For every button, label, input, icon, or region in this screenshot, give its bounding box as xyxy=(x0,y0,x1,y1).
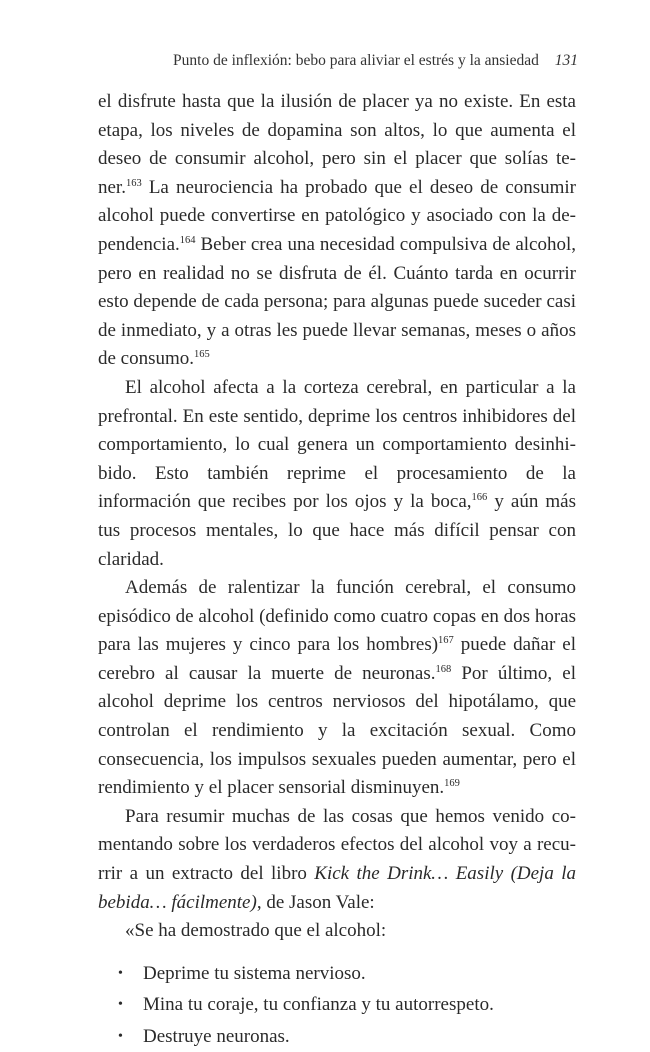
text-run: Para resumir muchas de las cosas que hemos venido comentando sobre los verdaderos efectos del alcohol voy a recurrir a un extracto del libro xyxy=(98,805,576,885)
list-item xyxy=(98,958,576,990)
text-run: El alcohol afecta a la corteza cerebral, en particular a la prefrontal. En este sentido, deprime los centros inhibidores del comportamiento, lo cual genera un comportamiento desinhibido. Esto también reprime el procesamiento de la información que recibes por los ojos y la boca, xyxy=(98,376,576,513)
paragraph-3 xyxy=(98,574,576,803)
footnote-ref-164: 164 xyxy=(179,234,196,246)
paragraph-2 xyxy=(98,374,576,574)
paragraph-1 xyxy=(98,88,576,374)
body-text xyxy=(98,88,576,1052)
text-run: , de Jason Vale: xyxy=(256,891,375,913)
text-run: el disfrute hasta que la ilusión de placer ya no existe. En esta etapa, los niveles de dopamina son altos, lo que aumenta el deseo de consumir alcohol, pero sin el placer que solías tener. xyxy=(98,91,576,198)
footnote-ref-165: 165 xyxy=(194,349,210,361)
footnote-ref-167: 167 xyxy=(438,635,454,647)
text-run: Además de ralentizar la función cerebral, el consumo episódico de alcohol (definido como cuatro copas en dos horas para las mujeres y cinco para los hombres) xyxy=(98,577,576,656)
page-number: 131 xyxy=(554,52,578,69)
text-run: y aún más tus procesos mentales, lo que hace más difícil pensar con claridad. xyxy=(98,491,577,570)
text-run: Por último, el alcohol deprime los centros nerviosos del hipotálamo, que controlan el rendimiento y la excitación sexual. Como consecuencia, los impulsos sexuales pueden aumentar, pero el rendimiento y el placer sensorial disminuyen. xyxy=(98,662,576,799)
paragraph-4 xyxy=(98,803,576,917)
text-run: puede dañar el cerebro al causar la muerte de neuronas. xyxy=(98,634,576,684)
list-item-text: Deprime tu sistema nervioso. xyxy=(143,962,366,984)
footnote-ref-168: 168 xyxy=(435,663,452,675)
bullet-list xyxy=(98,958,576,1052)
footnote-ref-166: 166 xyxy=(471,492,488,504)
list-item xyxy=(98,989,576,1021)
bullet-icon: • xyxy=(118,965,123,981)
text-run: Beber crea una necesidad compulsiva de alcohol, pero en realidad no se disfruta de él. Cuánto tarda en ocurrir esto depende de cada persona; para algunas puede suceder casi de inmediato, y a otras les puede llevar semanas, meses o años de consumo. xyxy=(98,233,576,370)
running-title: Punto de inflexión: bebo para aliviar el estrés y la ansiedad xyxy=(173,52,539,69)
running-header xyxy=(173,52,578,70)
bullet-icon: • xyxy=(118,1028,123,1044)
quote-intro: «Se ha demostrado que el alcohol: xyxy=(125,920,387,942)
list-item xyxy=(98,1021,576,1052)
footnote-ref-163: 163 xyxy=(125,177,142,189)
list-item-text: Destruye neuronas. xyxy=(143,1025,290,1047)
footnote-ref-169: 169 xyxy=(444,778,460,790)
list-item-text: Mina tu coraje, tu confianza y tu autorrespeto. xyxy=(143,994,494,1016)
bullet-icon: • xyxy=(118,997,123,1013)
text-run: La neurociencia ha probado que el deseo de consumir alcohol puede convertirse en patológico y asociado con la dependencia. xyxy=(98,176,576,255)
book-title: Kick the Drink… Easily (Deja la bebida… fácilmente) xyxy=(98,863,577,913)
